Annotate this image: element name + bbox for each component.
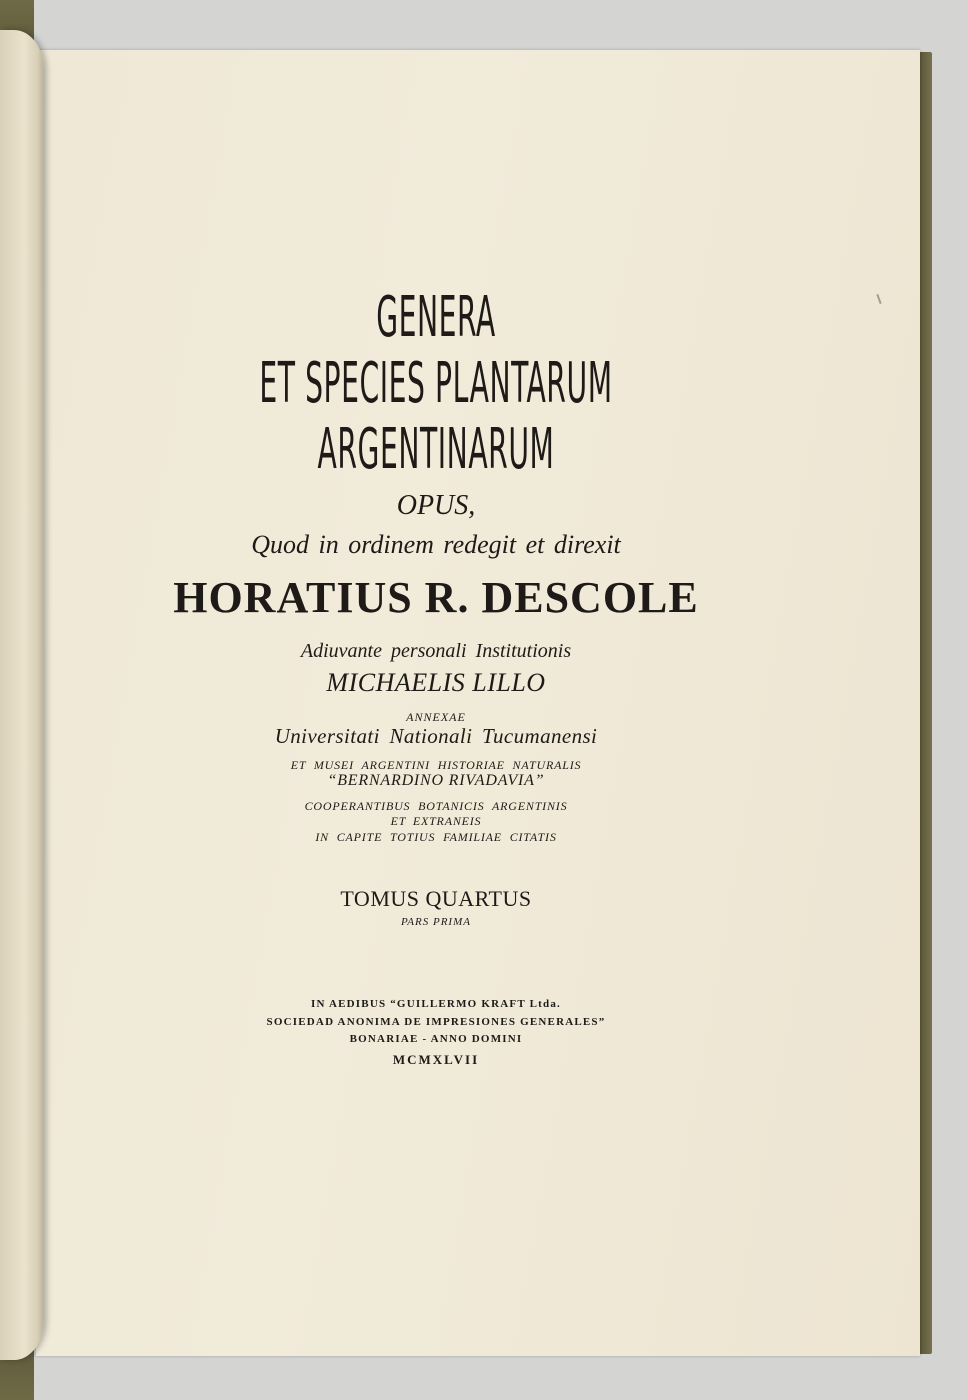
university-name: Universitati Nationali Tucumanensi — [274, 724, 598, 748]
title-page — [36, 50, 920, 1356]
publication-year: MCMXLVII — [392, 1052, 480, 1067]
museum-line: ET MUSEI ARGENTINI HISTORIAE NATURALIS — [290, 758, 582, 772]
editorial-statement: Quod in ordinem redegit et direxit — [251, 530, 621, 559]
cooperation-line-1: COOPERANTIBUS BOTANICIS ARGENTINIS — [304, 799, 568, 813]
title-line-2: ET SPECIES PLANTARUM — [259, 351, 613, 416]
part-label: PARS PRIMA — [401, 916, 471, 928]
facing-page-edge — [0, 30, 44, 1360]
volume-label: TOMUS QUARTUS — [340, 886, 532, 911]
author-name: HORATIUS R. DESCOLE — [173, 573, 699, 622]
paper-mark — [876, 294, 881, 304]
imprint-line-2: SOCIEDAD ANONIMA DE IMPRESIONES GENERALES” — [266, 1016, 606, 1028]
cooperation-line-2: ET EXTRANEIS — [390, 814, 482, 828]
imprint-line-1: IN AEDIBUS “GUILLERMO KRAFT Ltda. — [311, 998, 561, 1010]
title-line-1: GENERA — [376, 285, 496, 350]
institution-name: MICHAELIS LILLO — [326, 668, 546, 697]
opus-label: OPUS, — [396, 490, 476, 521]
assistance-statement: Adiuvante personali Institutionis — [300, 640, 572, 662]
title-line-3: ARGENTINARUM — [317, 417, 555, 482]
museum-name: “BERNARDINO RIVADAVIA” — [327, 772, 545, 789]
annexae-label: ANNEXAE — [406, 710, 466, 724]
cooperation-line-3: IN CAPITE TOTIUS FAMILIAE CITATIS — [315, 830, 557, 844]
imprint-line-3: BONARIAE - ANNO DOMINI — [349, 1033, 523, 1045]
